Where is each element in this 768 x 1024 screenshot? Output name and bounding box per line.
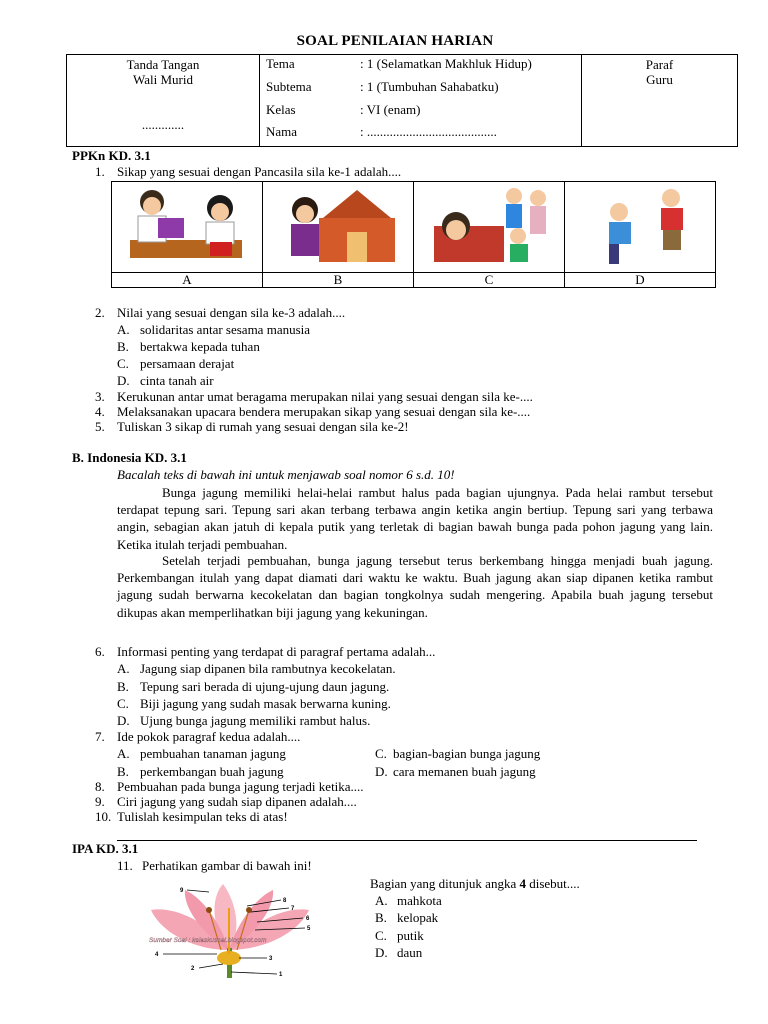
picture-label-d: D [565,273,716,288]
q11-option-d-letter: D. [375,945,388,960]
label-8: 8 [283,898,287,904]
label-7: 7 [291,906,295,912]
label-6: 6 [306,916,310,922]
q4-text: Melaksanakan upacara bendera merupakan sikap yang sesuai dengan sila ke-.... [117,404,531,419]
q2-option-c: persamaan derajat [140,356,235,371]
guru-label: Guru [646,72,673,87]
reading-children-icon [112,182,262,268]
q9-text: Ciri jagung yang sudah siap dipanen adalah.... [117,794,357,809]
page-title: SOAL PENILAIAN HARIAN [296,33,494,49]
q5-text: Tuliskan 3 sikap di rumah yang sesuai dengan sila ke-2! [117,419,409,434]
flower-diagram [143,880,316,978]
q11-option-a: mahkota [397,893,442,908]
field-nama-value: : ........................................ [360,124,497,139]
q2-option-a-letter: A. [117,322,130,337]
reading-paragraph-2: Setelah terjadi pembuahan, bunga jagung tersebut terus berkembang hingga menjadi buah jagung. Perkembangan itulah yang dapat diamati dari waktu ke waktu. Buah jagung akan siap dipanen ketika rambut jagung sudah berwarna kecokelatan dan bagian tongkolnya sudah mengering. Apabila buah jagung tersebut dikupas akan memperlihatkan biji jagung yang kekuningan. [117,553,713,620]
q7-option-b-letter: B. [117,764,129,779]
field-tema-key: Tema [266,56,295,71]
q11-option-c-letter: C. [375,928,387,943]
q3-text: Kerukunan antar umat beragama merupakan nilai yang sesuai dengan sila ke-.... [117,389,533,404]
label-5: 5 [307,926,311,932]
q11-question-number: 4 [519,876,526,891]
watermark-text: Sumber Soal : kelaskusoal.blogspot.com [149,937,267,944]
q2-text: Nilai yang sesuai dengan sila ke-3 adalah.... [117,305,346,320]
q5-number: 5. [95,419,105,434]
field-tema-value: : 1 (Selamatkan Makhluk Hidup) [360,56,532,71]
q7-text: Ide pokok paragraf kedua adalah.... [117,729,301,744]
picture-label-a: A [112,273,263,288]
q7-number: 7. [95,729,105,744]
q7-option-c: bagian-bagian bunga jagung [393,746,541,761]
label-1: 1 [279,972,283,978]
signature-label-line1: Tanda Tangan [126,57,200,72]
q8-number: 8. [95,779,105,794]
field-subtema-key: Subtema [266,79,312,94]
label-3: 3 [269,956,273,962]
q6-option-b: Tepung sari berada di ujung-ujung daun jagung. [140,679,390,694]
q11-number: 11. [117,858,133,873]
q1-text: Sikap yang sesuai dengan Pancasila sila ke-1 adalah.... [117,164,402,179]
picture-label-c: C [414,273,565,288]
reading-paragraph-1: Bunga jagung memiliki helai-helai rambut halus pada bagian ujungnya. Pada helai rambut tersebut terdapat tepung sari. Tepung sari akan terbang terbawa angin ketika angin bertiup. Tepung sari yang terbawa angin, sebagian akan jatuh di kepala putik yang terletak di bagian bawah bunga pada pohon jagung yang lain. Ketika itulah terjadi pembuahan. [117,485,713,552]
q10-text: Tulislah kesimpulan teks di atas! [117,809,288,824]
q6-option-c-letter: C. [117,696,129,711]
signature-label-line2: Wali Murid [133,72,193,87]
q2-option-c-letter: C. [117,356,129,371]
q7-option-c-letter: C. [375,746,387,761]
ppkn-heading: PPKn KD. 3.1 [72,148,151,163]
q3-number: 3. [95,389,105,404]
field-subtema-value: : 1 (Tumbuhan Sahabatku) [360,79,499,94]
q8-text: Pembuahan pada bunga jagung terjadi ketika.... [117,779,364,794]
paraf-cell [582,55,738,147]
field-kelas-key: Kelas [266,102,296,117]
info-cell [260,55,582,147]
label-9: 9 [180,888,184,894]
signature-cell [67,55,260,147]
q7-option-d: cara memanen buah jagung [393,764,536,779]
q11-question-post: disebut.... [525,876,580,891]
q2-option-d-letter: D. [117,373,130,388]
q7-option-d-letter: D. [375,764,388,779]
picture-c [414,182,565,273]
picture-d [565,182,716,273]
visiting-sick-icon [414,182,564,268]
q2-option-b: bertakwa kepada tuhan [140,339,260,354]
q11-option-b: kelopak [397,910,439,925]
q10-number: 10. [95,809,112,824]
field-kelas-value: : VI (enam) [360,102,421,117]
q11-option-a-letter: A. [375,893,388,908]
q7-option-a-letter: A. [117,746,130,761]
signature-line: ............. [141,117,185,132]
q7-option-b: perkembangan buah jagung [140,764,284,779]
paraf-label: Paraf [645,57,674,72]
ipa-heading: IPA KD. 3.1 [72,841,139,856]
q2-option-d: cinta tanah air [140,373,214,388]
q2-option-b-letter: B. [117,339,129,354]
q11-question [370,876,580,892]
q6-option-c: Biji jagung yang sudah masak berwarna kuning. [140,696,391,711]
picture-label-b: B [263,273,414,288]
header-table [66,54,738,147]
field-nama-key: Nama [266,124,298,139]
reading-instruction: Bacalah teks di bawah ini untuk menjawab soal nomor 6 s.d. 10! [117,467,455,482]
q9-number: 9. [95,794,105,809]
section-divider [117,840,697,841]
q11-text: Perhatikan gambar di bawah ini! [142,858,312,873]
picture-a [112,182,263,273]
q2-number: 2. [95,305,105,320]
label-4: 4 [155,952,159,958]
picture-b [263,182,414,273]
q1-number: 1. [95,164,105,179]
q6-number: 6. [95,644,105,659]
q6-option-d-letter: D. [117,713,130,728]
indonesia-heading: B. Indonesia KD. 3.1 [72,450,187,465]
signature-label [67,57,259,87]
q6-option-d: Ujung bunga jagung memiliki rambut halus. [140,713,371,728]
label-2: 2 [191,966,195,972]
anther-left [206,907,212,913]
q6-text: Informasi penting yang terdapat di paragraf pertama adalah... [117,644,436,659]
q6-option-b-letter: B. [117,679,129,694]
q11-option-b-letter: B. [375,910,387,925]
q6-option-a: Jagung siap dipanen bila rambutnya kecokelatan. [140,661,396,676]
q6-option-a-letter: A. [117,661,130,676]
q2-option-a: solidaritas antar sesama manusia [140,322,311,337]
q11-question-pre: Bagian yang ditunjuk angka [370,876,520,891]
q7-option-a: pembuahan tanaman jagung [140,746,286,761]
q11-option-d: daun [397,945,423,960]
praying-temple-icon [263,182,413,268]
q11-option-c: putik [397,928,424,943]
helping-friend-icon [565,182,715,268]
q1-picture-table [111,181,716,288]
q4-number: 4. [95,404,105,419]
